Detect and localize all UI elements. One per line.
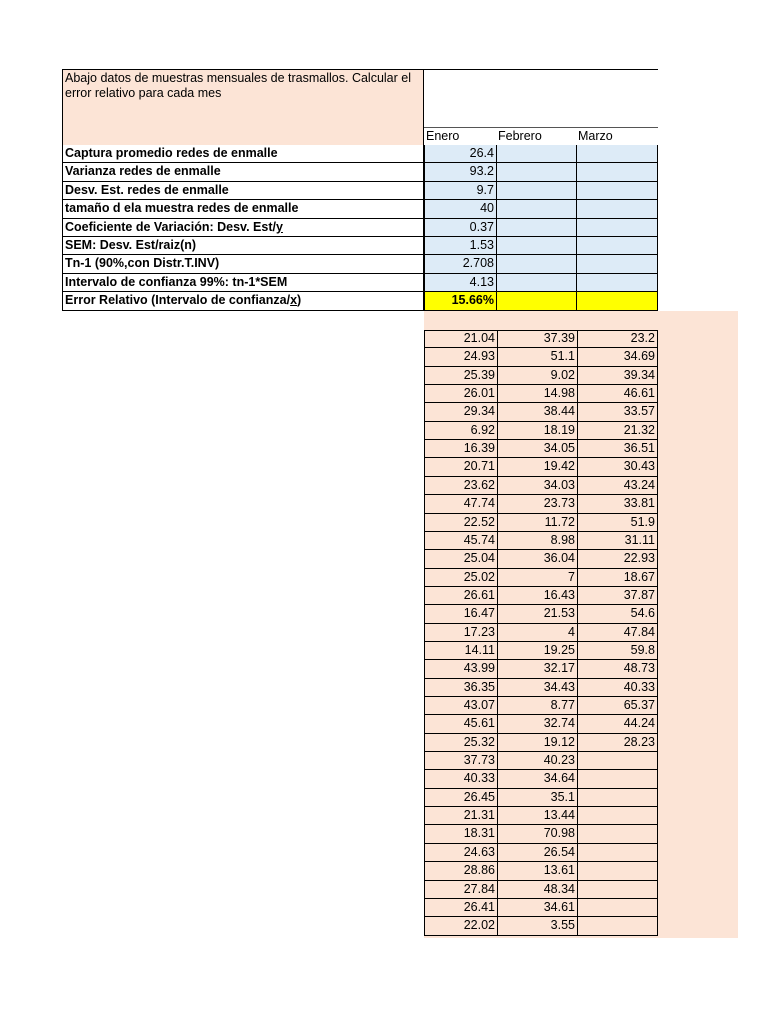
data-cell-enero[interactable]: 26.01 [424, 385, 497, 403]
stat-label[interactable]: Varianza redes de enmalle [62, 163, 424, 181]
data-cell-febrero[interactable]: 19.12 [497, 734, 577, 752]
stat-value-cell[interactable] [577, 200, 658, 218]
data-cell-marzo[interactable]: 18.67 [577, 569, 658, 587]
data-cell-febrero[interactable]: 9.02 [497, 367, 577, 385]
data-cell-marzo[interactable]: 44.24 [577, 715, 658, 733]
data-cell-febrero[interactable]: 70.98 [497, 825, 577, 843]
data-cell-marzo[interactable]: 54.6 [577, 605, 658, 623]
stat-value-cell[interactable]: 4.13 [424, 274, 497, 292]
data-cell-febrero[interactable]: 34.05 [497, 440, 577, 458]
data-cell-marzo[interactable]: 65.37 [577, 697, 658, 715]
data-cell-febrero[interactable]: 3.55 [497, 917, 577, 935]
data-cell-febrero[interactable]: 18.19 [497, 422, 577, 440]
month-header-enero[interactable]: Enero [426, 129, 460, 143]
stat-value-cell[interactable] [497, 200, 577, 218]
data-cell-febrero[interactable]: 11.72 [497, 514, 577, 532]
data-cell-enero[interactable]: 26.61 [424, 587, 497, 605]
stat-value-cell[interactable] [497, 255, 577, 273]
data-cell-enero[interactable]: 43.07 [424, 697, 497, 715]
data-cell-marzo[interactable]: 33.57 [577, 403, 658, 421]
data-cell-marzo[interactable] [577, 807, 658, 825]
month-header-marzo[interactable]: Marzo [578, 129, 613, 143]
month-header-febrero[interactable]: Febrero [498, 129, 542, 143]
data-cell-marzo[interactable] [577, 881, 658, 899]
data-cell-enero[interactable]: 16.47 [424, 605, 497, 623]
stat-value-cell[interactable]: 26.4 [424, 145, 497, 163]
data-cell-enero[interactable]: 47.74 [424, 495, 497, 513]
data-cell-marzo[interactable]: 22.93 [577, 550, 658, 568]
data-cell-enero[interactable]: 43.99 [424, 660, 497, 678]
data-cell-febrero[interactable]: 4 [497, 624, 577, 642]
stat-value-cell[interactable] [497, 163, 577, 181]
data-cell-enero[interactable]: 24.63 [424, 844, 497, 862]
data-cell-febrero[interactable]: 19.42 [497, 458, 577, 476]
stat-value-cell[interactable] [497, 182, 577, 200]
stat-label-variable: x [290, 293, 298, 308]
data-cell-marzo[interactable] [577, 862, 658, 880]
stat-value-cell[interactable] [577, 182, 658, 200]
data-cell-enero[interactable]: 28.86 [424, 862, 497, 880]
data-cell-marzo[interactable] [577, 899, 658, 917]
data-cell-marzo[interactable] [577, 825, 658, 843]
data-cell-enero[interactable]: 24.93 [424, 348, 497, 366]
data-cell-febrero[interactable]: 13.44 [497, 807, 577, 825]
data-cell-marzo[interactable]: 36.51 [577, 440, 658, 458]
stat-label[interactable]: tamaño d ela muestra redes de enmalle [62, 200, 424, 218]
data-cell-enero[interactable]: 23.62 [424, 477, 497, 495]
stat-label-suffix: ) [297, 293, 302, 308]
data-cell-marzo[interactable]: 59.8 [577, 642, 658, 660]
data-cell-febrero[interactable]: 14.98 [497, 385, 577, 403]
stat-value-cell[interactable] [577, 274, 658, 292]
data-cell-febrero[interactable]: 34.03 [497, 477, 577, 495]
stat-value-cell[interactable] [497, 292, 577, 310]
stat-label[interactable] [62, 219, 424, 237]
stat-label[interactable]: Captura promedio redes de enmalle [62, 145, 424, 163]
stat-value-cell[interactable]: 15.66% [424, 292, 497, 310]
data-cell-marzo[interactable]: 37.87 [577, 587, 658, 605]
data-cell-febrero[interactable]: 13.61 [497, 862, 577, 880]
data-cell-enero[interactable]: 25.04 [424, 550, 497, 568]
stat-value-cell[interactable] [577, 219, 658, 237]
data-cell-febrero[interactable]: 37.39 [497, 330, 577, 348]
data-cell-febrero[interactable]: 34.61 [497, 899, 577, 917]
data-cell-febrero[interactable]: 40.23 [497, 752, 577, 770]
stat-value-cell[interactable]: 1.53 [424, 237, 497, 255]
data-cell-febrero[interactable]: 8.77 [497, 697, 577, 715]
data-cell-febrero[interactable]: 23.73 [497, 495, 577, 513]
data-cell-marzo[interactable] [577, 752, 658, 770]
data-cell-enero[interactable]: 21.31 [424, 807, 497, 825]
data-cell-marzo[interactable]: 30.43 [577, 458, 658, 476]
data-cell-enero[interactable]: 45.61 [424, 715, 497, 733]
stat-label-variable: y [275, 219, 283, 234]
data-cell-enero[interactable]: 25.32 [424, 734, 497, 752]
data-cell-marzo[interactable]: 31.11 [577, 532, 658, 550]
stat-value-cell[interactable]: 93.2 [424, 163, 497, 181]
data-cell-marzo[interactable]: 33.81 [577, 495, 658, 513]
data-cell-marzo[interactable]: 51.9 [577, 514, 658, 532]
data-cell-febrero[interactable]: 32.17 [497, 660, 577, 678]
data-cell-enero[interactable]: 37.73 [424, 752, 497, 770]
data-cell-febrero[interactable]: 35.1 [497, 789, 577, 807]
stat-value-cell[interactable]: 0.37 [424, 219, 497, 237]
data-cell-enero[interactable]: 36.35 [424, 679, 497, 697]
data-cell-febrero[interactable]: 32.74 [497, 715, 577, 733]
data-cell-marzo[interactable]: 23.2 [577, 330, 658, 348]
stat-value-cell[interactable] [497, 237, 577, 255]
data-cell-febrero[interactable]: 51.1 [497, 348, 577, 366]
stat-label-text: Coeficiente de Variación: Desv. Est/ [65, 219, 276, 234]
data-cell-enero[interactable]: 6.92 [424, 422, 497, 440]
data-cell-marzo[interactable] [577, 770, 658, 788]
data-cell-febrero[interactable]: 16.43 [497, 587, 577, 605]
data-cell-marzo[interactable]: 34.69 [577, 348, 658, 366]
data-cell-marzo[interactable] [577, 789, 658, 807]
data-cell-marzo[interactable]: 48.73 [577, 660, 658, 678]
stat-value-cell[interactable] [497, 219, 577, 237]
data-cell-febrero[interactable]: 26.54 [497, 844, 577, 862]
data-cell-enero[interactable]: 40.33 [424, 770, 497, 788]
data-cell-marzo[interactable]: 46.61 [577, 385, 658, 403]
data-cell-marzo[interactable]: 28.23 [577, 734, 658, 752]
stat-label[interactable]: Intervalo de confianza 99%: tn-1*SEM [62, 274, 424, 292]
data-cell-marzo[interactable]: 39.34 [577, 367, 658, 385]
stat-value-cell[interactable] [577, 145, 658, 163]
data-cell-enero[interactable]: 16.39 [424, 440, 497, 458]
data-cell-marzo[interactable] [577, 917, 658, 935]
stat-value-cell[interactable] [577, 237, 658, 255]
data-cell-febrero[interactable]: 7 [497, 569, 577, 587]
data-cell-enero[interactable]: 25.02 [424, 569, 497, 587]
stat-label[interactable]: SEM: Desv. Est/raiz(n) [62, 237, 424, 255]
data-cell-marzo[interactable]: 40.33 [577, 679, 658, 697]
data-cell-febrero[interactable]: 36.04 [497, 550, 577, 568]
stat-value-cell[interactable] [577, 163, 658, 181]
data-cell-enero[interactable]: 17.23 [424, 624, 497, 642]
data-cell-enero[interactable]: 18.31 [424, 825, 497, 843]
data-cell-enero[interactable]: 20.71 [424, 458, 497, 476]
stat-label[interactable]: Tn-1 (90%,con Distr.T.INV) [62, 255, 424, 273]
data-cell-febrero[interactable]: 34.43 [497, 679, 577, 697]
stat-value-cell[interactable] [497, 145, 577, 163]
data-cell-enero[interactable]: 21.04 [424, 330, 497, 348]
instructions-text: Abajo datos de muestras mensuales de trasmallos. Calcular el error relativo para cada mes [62, 69, 424, 146]
stat-value-cell[interactable] [577, 292, 658, 310]
stat-label[interactable]: Desv. Est. redes de enmalle [62, 182, 424, 200]
data-cell-febrero[interactable]: 8.98 [497, 532, 577, 550]
stat-value-cell[interactable]: 40 [424, 200, 497, 218]
data-cell-marzo[interactable] [577, 844, 658, 862]
stat-value-cell[interactable]: 9.7 [424, 182, 497, 200]
data-cell-febrero[interactable]: 38.44 [497, 403, 577, 421]
data-cell-enero[interactable]: 22.02 [424, 917, 497, 935]
stat-label-text: Error Relativo (Intervalo de confianza/ [65, 293, 291, 308]
data-cell-febrero[interactable]: 34.64 [497, 770, 577, 788]
data-cell-febrero[interactable]: 21.53 [497, 605, 577, 623]
data-cell-febrero[interactable]: 48.34 [497, 881, 577, 899]
header-border [424, 69, 658, 70]
stat-label[interactable] [62, 292, 424, 310]
data-cell-enero[interactable]: 26.45 [424, 789, 497, 807]
data-cell-marzo[interactable]: 21.32 [577, 422, 658, 440]
stat-value-cell[interactable]: 2.708 [424, 255, 497, 273]
data-cell-enero[interactable]: 29.34 [424, 403, 497, 421]
data-cell-enero[interactable]: 27.84 [424, 881, 497, 899]
data-cell-marzo[interactable]: 47.84 [577, 624, 658, 642]
data-cell-enero[interactable]: 22.52 [424, 514, 497, 532]
stat-value-cell[interactable] [577, 255, 658, 273]
data-cell-enero[interactable]: 14.11 [424, 642, 497, 660]
stat-value-cell[interactable] [497, 274, 577, 292]
data-cell-febrero[interactable]: 19.25 [497, 642, 577, 660]
data-cell-enero[interactable]: 45.74 [424, 532, 497, 550]
data-cell-marzo[interactable]: 43.24 [577, 477, 658, 495]
data-cell-enero[interactable]: 26.41 [424, 899, 497, 917]
data-cell-enero[interactable]: 25.39 [424, 367, 497, 385]
